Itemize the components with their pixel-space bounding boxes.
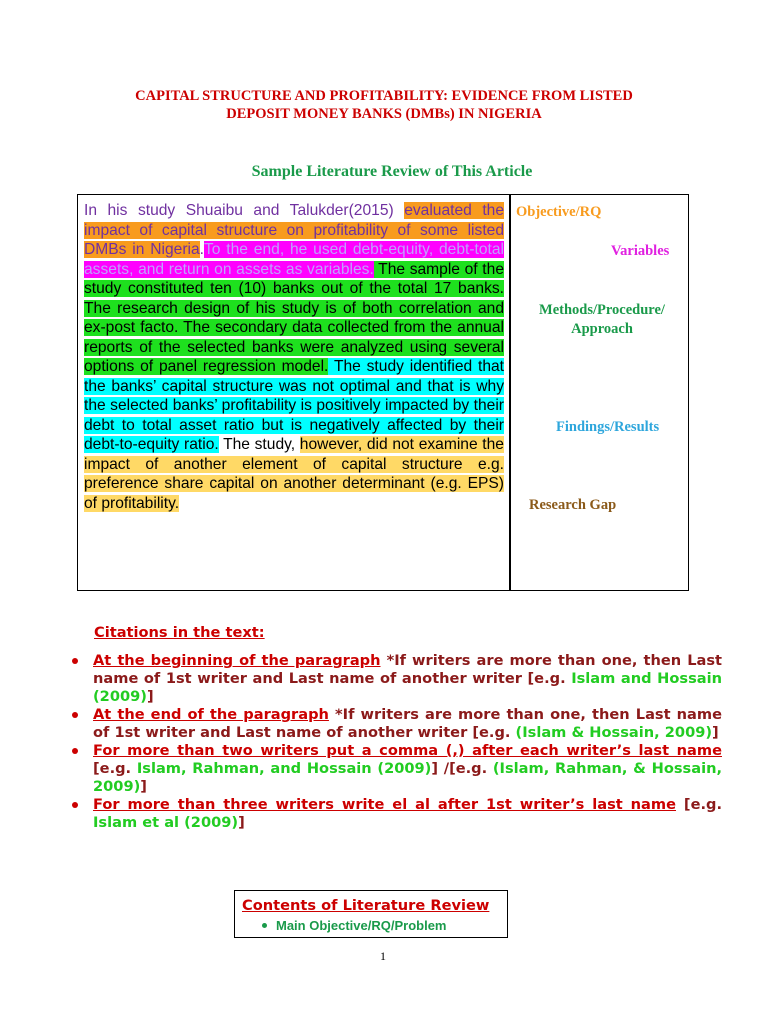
list-item: [72, 706, 722, 742]
contents-title: Contents of Literature Review: [242, 897, 490, 914]
label-methods: [521, 301, 683, 339]
citations-list: [72, 652, 722, 832]
citation-example: (Islam & Hossain, 2009): [515, 724, 713, 741]
review-objective-end: .: [199, 241, 204, 258]
title-line-2: DEPOSIT MONEY BANKS (DMBs) IN NIGERIA: [226, 106, 542, 122]
review-variables: To the end, he used debt-equity, debt-total assets, and return on assets as variables.: [84, 241, 504, 278]
citations-heading: Citations in the text:: [94, 624, 265, 641]
review-table-divider: [509, 194, 511, 591]
citation-text: *If writers are more than one, then Last name of 1st writer and Last name of another writer [e.g.: [93, 706, 722, 741]
review-methods: The sample of the study constituted ten (10) banks out of the total 17 banks. The research design of his study is of both correlation and ex-post facto. The secondary data collected from the annual reports of the selected banks were analyzed using several options of panel regression model.: [84, 260, 504, 375]
document-title: [0, 87, 768, 123]
label-objective: Objective/RQ: [516, 204, 602, 220]
citation-lead: At the beginning of the paragraph: [93, 652, 381, 669]
citation-tail: ]: [140, 778, 147, 795]
list-item: [72, 742, 722, 796]
review-gap-lead: The study,: [218, 436, 300, 453]
review-objective: evaluated the impact of capital structure on profitability of some listed DMBs in Nigeria: [84, 202, 505, 258]
contents-item: [268, 918, 447, 933]
section-subtitle: Sample Literature Review of This Article: [251, 163, 533, 180]
citation-tail: ]: [712, 724, 719, 741]
review-intro: In his study Shuaibu and Talukder(2015): [84, 202, 405, 219]
review-paragraph: [84, 201, 504, 513]
bullet-icon: [72, 748, 78, 754]
citation-text: [e.g.: [93, 760, 137, 777]
label-methods-line-2: Approach: [571, 321, 633, 337]
citation-lead: For more than three writers write el al after 1st writer’s last name: [93, 796, 676, 813]
citation-mid: ] /[e.g.: [431, 760, 493, 777]
label-methods-line-1: Methods/Procedure/: [539, 302, 665, 318]
citation-lead: For more than two writers put a comma (,) after each writer’s last name: [93, 742, 722, 759]
list-item: [72, 796, 722, 832]
citation-example: Islam, Rahman, and Hossain (2009): [136, 760, 432, 777]
label-variables: Variables: [611, 243, 670, 259]
citation-text: [e.g.: [676, 796, 723, 813]
review-gap: however, did not examine the impact of another element of capital structure e.g. preference share capital on another determinant (e.g. EPS) of profitability.: [84, 436, 504, 512]
bullet-icon: [72, 802, 78, 808]
bullet-icon: [262, 923, 267, 928]
citation-lead: At the end of the paragraph: [93, 706, 329, 723]
label-findings: Findings/Results: [556, 419, 660, 435]
bullet-icon: [72, 712, 78, 718]
citation-tail: ]: [146, 688, 154, 705]
citation-example: Islam et al (2009): [93, 814, 239, 831]
title-line-1: CAPITAL STRUCTURE AND PROFITABILITY: EVIDENCE FROM LISTED: [135, 88, 633, 104]
citation-text: *If writers are more than one, then Last name of 1st writer and Last name of another writer [e.g.: [93, 652, 722, 687]
citation-tail: ]: [238, 814, 245, 831]
page-number: 1: [380, 949, 386, 963]
citation-example: Islam and Hossain (2009): [93, 670, 723, 705]
contents-item-label: Main Objective/RQ/Problem: [276, 918, 447, 933]
citation-example-2: (Islam, Rahman, & Hossain, 2009): [93, 760, 723, 795]
list-item: [72, 652, 722, 706]
bullet-icon: [72, 658, 78, 664]
label-research-gap: Research Gap: [529, 497, 617, 513]
review-findings: The study identified that the banks’ capital structure was not optimal and that is why the selected banks’ profitability is positively impacted by their debt to total asset ratio but is negatively affected by their debt-to-equity ratio.: [84, 358, 505, 453]
